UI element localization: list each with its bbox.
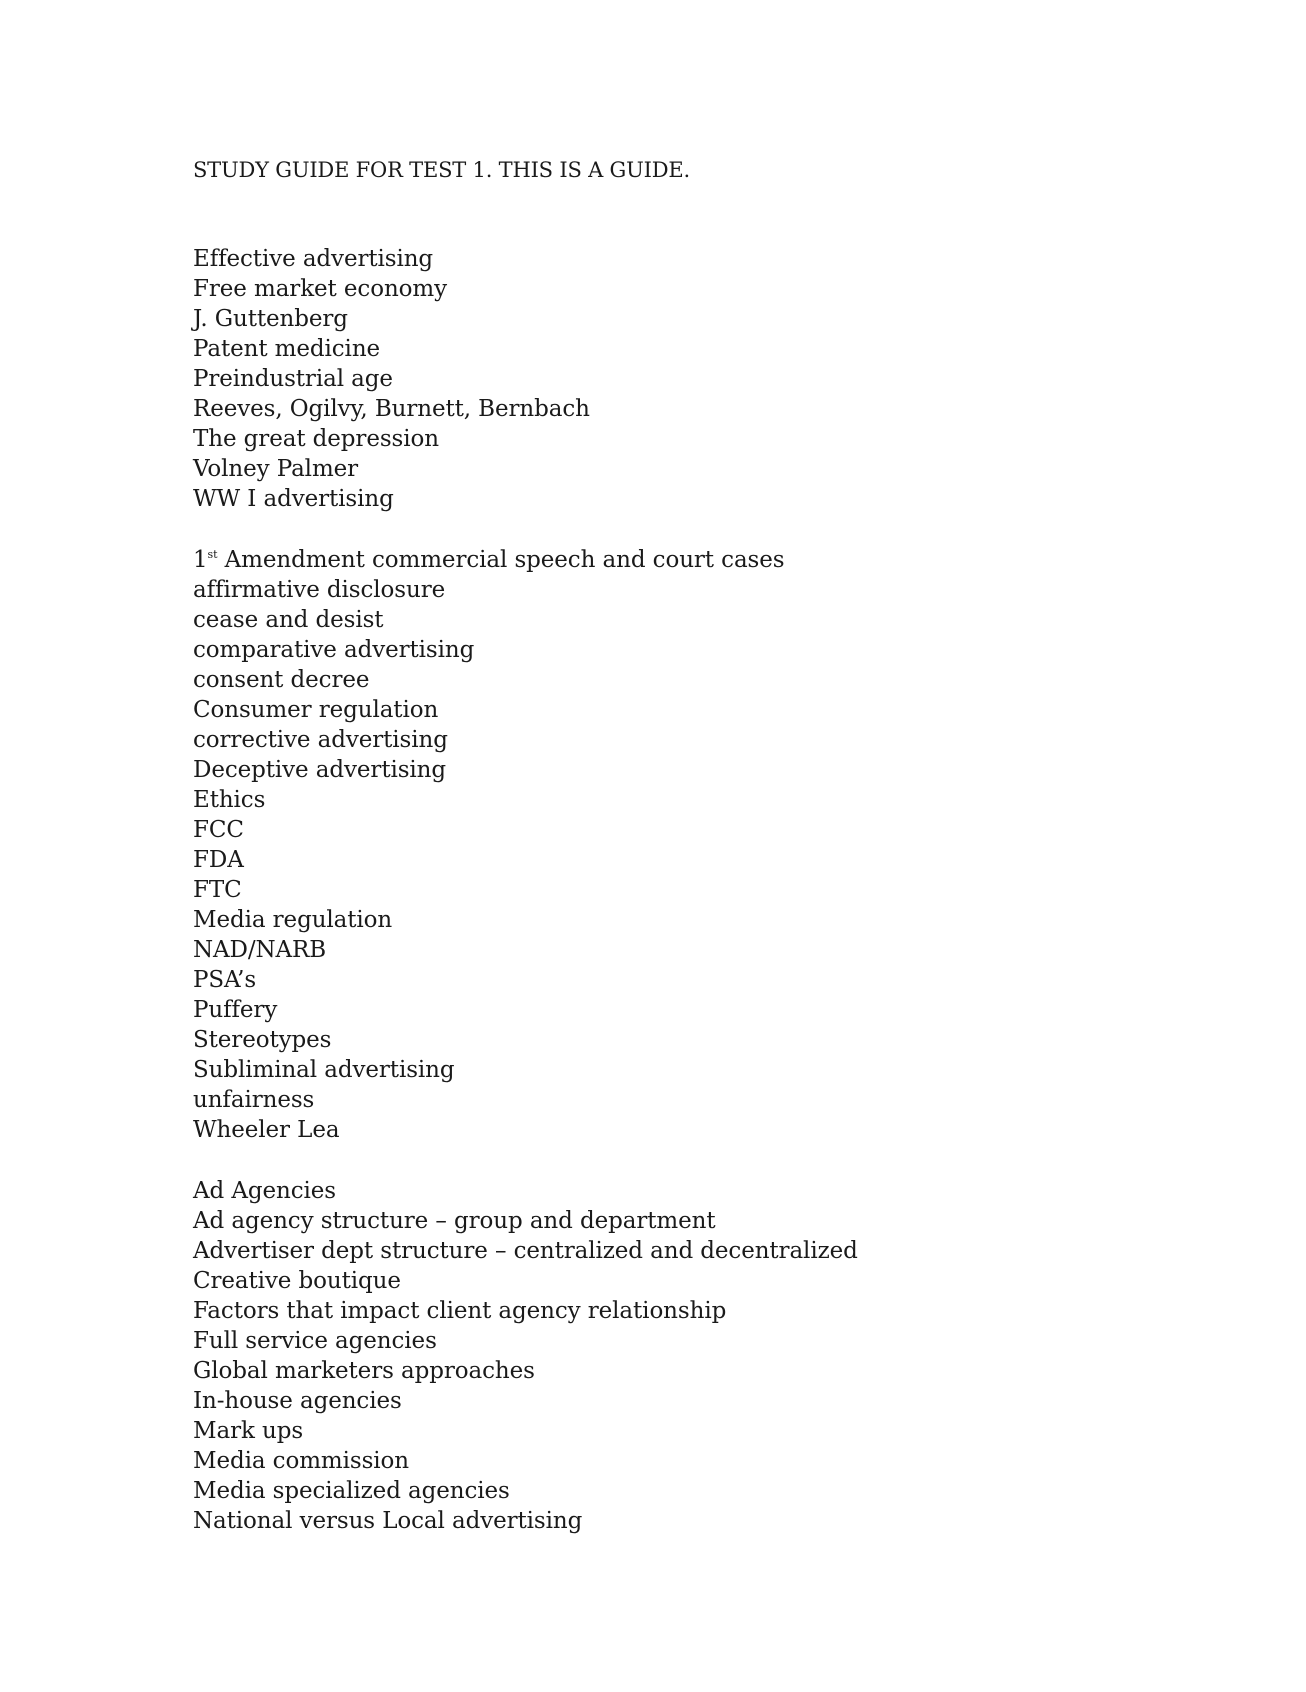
list-item: Subliminal advertising [193,1057,455,1083]
list-item: Reeves, Ogilvy, Burnett, Bernbach [193,396,590,422]
list-item: Wheeler Lea [193,1117,340,1143]
section-agencies [193,1176,858,1536]
list-item: PSA’s [193,967,257,993]
list-item: National versus Local advertising [193,1508,583,1534]
list-item: Volney Palmer [193,456,359,482]
list-item: FCC [193,817,244,843]
list-item: Advertiser dept structure – centralized and decentralized [193,1238,858,1264]
list-item: Creative boutique [193,1268,401,1294]
ordinal-suffix: st [207,548,218,561]
list-item: Ad Agencies [193,1178,336,1204]
list-item: Factors that impact client agency relationship [193,1298,727,1324]
list-item: Free market economy [193,276,448,302]
list-item: FTC [193,877,242,903]
list-item-first-amendment [193,545,784,575]
list-item: Preindustrial age [193,366,393,392]
list-item: Effective advertising [193,246,434,272]
list-item: Global marketers approaches [193,1358,535,1384]
list-item: Ad agency structure – group and department [193,1208,716,1234]
list-item: Patent medicine [193,336,381,362]
list-item: Media specialized agencies [193,1478,510,1504]
list-item: J. Guttenberg [193,306,348,332]
list-item: unfairness [193,1087,315,1113]
list-item: affirmative disclosure [193,577,446,603]
section-regulation [193,545,784,1145]
list-item: Puffery [193,997,278,1023]
list-item: Ethics [193,787,266,813]
list-item: The great depression [193,426,439,452]
list-item-text: Amendment commercial speech and court cases [217,547,785,573]
list-item: consent decree [193,667,370,693]
list-item: FDA [193,847,244,873]
list-item: Deceptive advertising [193,757,447,783]
section-history [193,244,590,514]
list-item: NAD/NARB [193,937,327,963]
list-item: In-house agencies [193,1388,402,1414]
list-item: Stereotypes [193,1027,332,1053]
list-item: corrective advertising [193,727,448,753]
document-title: STUDY GUIDE FOR TEST 1. THIS IS A GUIDE. [193,158,690,182]
list-item: Full service agencies [193,1328,437,1354]
list-item: Mark ups [193,1418,304,1444]
list-item: Media regulation [193,907,393,933]
list-item: Consumer regulation [193,697,439,723]
list-item: WW I advertising [193,486,394,512]
list-item: Media commission [193,1448,409,1474]
list-item: cease and desist [193,607,384,633]
ordinal-number: 1 [193,547,208,573]
list-item: comparative advertising [193,637,475,663]
